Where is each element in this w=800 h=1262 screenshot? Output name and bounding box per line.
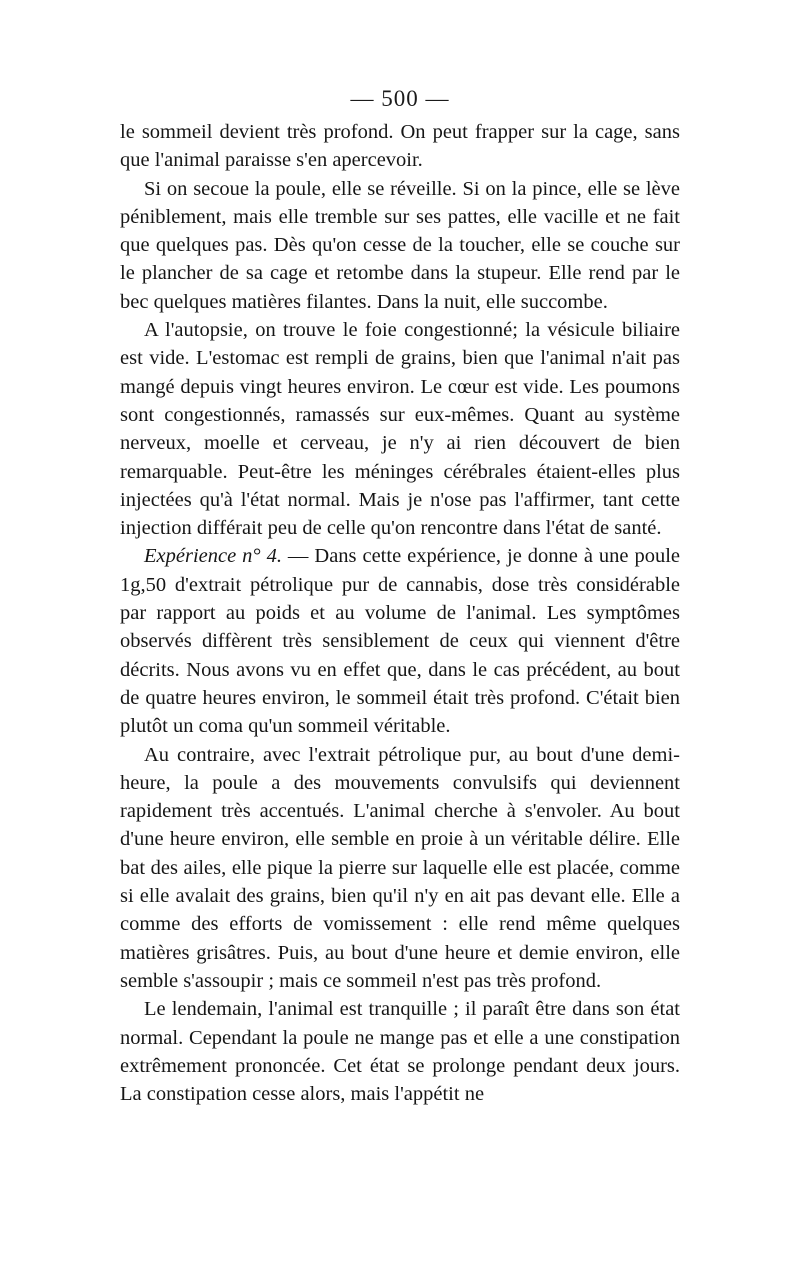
paragraph-5: Au contraire, avec l'extrait pétrolique pur, au bout d'une demi-heure, la poule a des mouvements convulsifs qui deviennent rapidement très accentués. L'animal cherche à s'envoler. Au bout d'une heure environ, elle semble en proie à un véritable délire. Elle bat des ailes, elle pique la pierre sur laquelle elle est placée, comme si elle avalait des grains, bien qu'il n'y en ait pas devant elle. Elle a comme des efforts de vomissement : elle rend même quelques matières grisâtres. Puis, au bout d'une heure et demie environ, elle semble s'assoupir ; mais ce sommeil n'est pas très profond. [120,743,680,992]
experiment-heading: Expérience n° 4. [144,545,282,568]
paragraph-6: Le lendemain, l'animal est tranquille ; il paraît être dans son état normal. Cependant la poule ne mange pas et elle a une constipation extrêmement prononcée. Cet état se prolonge pendant deux jours. La constipation cesse alors, mais l'appétit ne [120,998,680,1106]
paragraph-2: Si on secoue la poule, elle se réveille. Si on la pince, elle se lève péniblement, mais elle tremble sur ses pattes, elle vacille et ne fait que quelques pas. Dès qu'on cesse de la toucher, elle se couche sur le plancher de sa cage et retombe dans la stupeur. Elle rend par le bec quelques matières filantes. Dans la nuit, elle succombe. [120,177,680,313]
page-number: — 500 — [350,86,450,111]
paragraph-4 [120,542,680,740]
paragraph-4-text: — Dans cette expérience, je donne à une poule 1g,50 d'extrait pétrolique pur de cannabis, dose très considérable par rapport au poids et au volume de l'animal. Les symptômes observés diffèrent très sensiblement de ceux qui viennent d'être décrits. Nous avons vu en effet que, dans le cas précédent, au bout de quatre heures environ, le sommeil était très profond. C'était bien plutôt un coma qu'un sommeil véritable. [120,545,680,738]
paragraph-3: A l'autopsie, on trouve le foie congestionné; la vésicule biliaire est vide. L'estomac est rempli de grains, bien que l'animal n'ait pas mangé depuis vingt heures environ. Le cœur est vide. Les poumons sont congestionnés, ramassés sur eux-mêmes. Quant au système nerveux, moelle et cerveau, je n'y ai rien découvert de bien remarquable. Peut-être les méninges cérébrales étaient-elles plus injectées qu'à l'état normal. Mais je n'ose pas l'affirmer, tant cette injection différait peu de celle qu'on rencontre dans l'état de santé. [120,319,680,540]
body-text [120,118,680,1108]
paragraph-1: le sommeil devient très profond. On peut frapper sur la cage, sans que l'animal paraisse s'en apercevoir. [120,121,680,172]
